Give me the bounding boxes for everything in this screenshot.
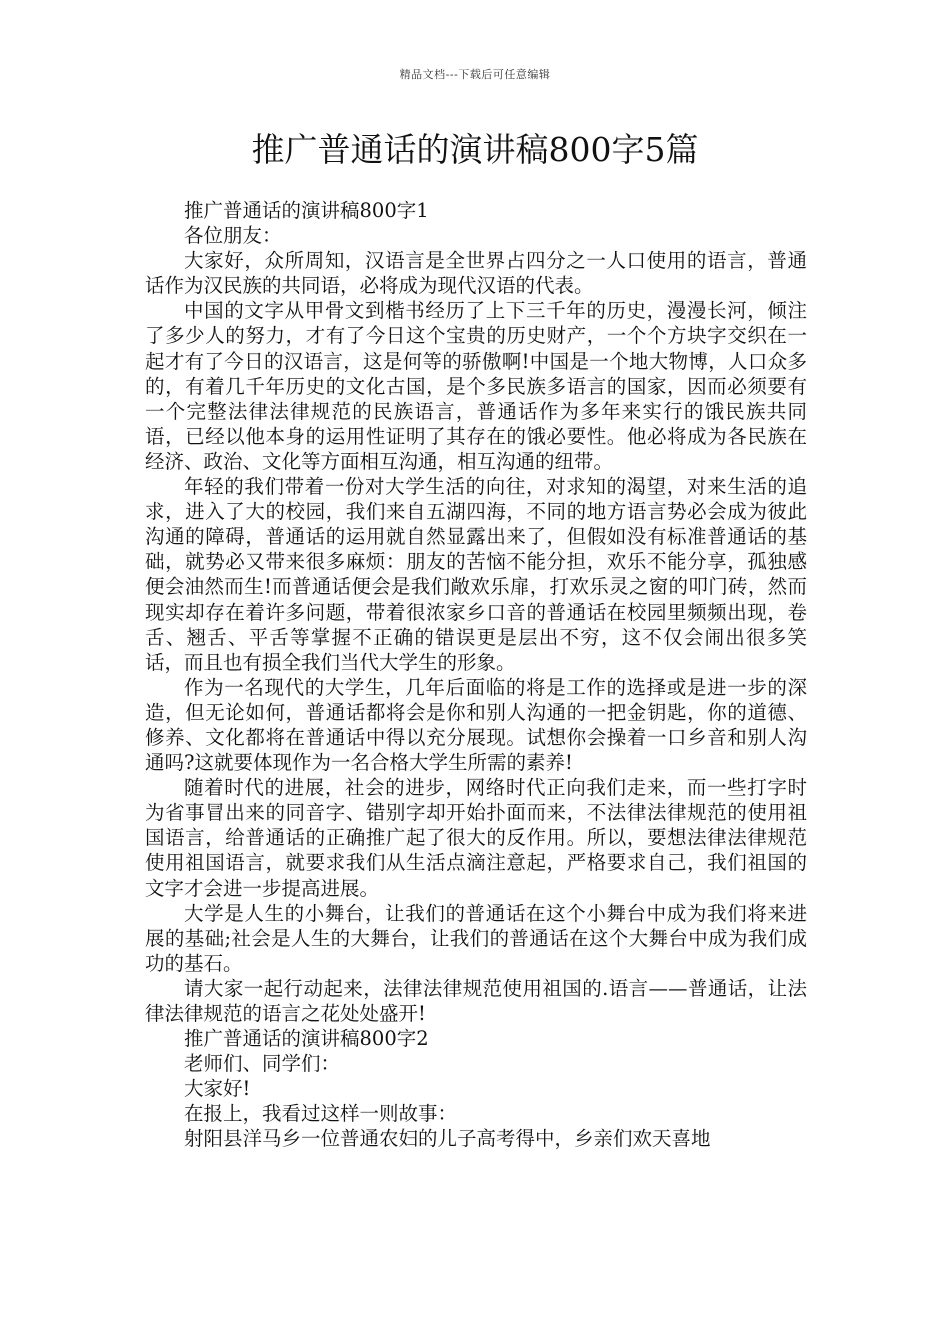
paragraph: 年轻的我们带着一份对大学生活的向往，对求知的渴望，对来生活的追求，进入了大的校园，我们来自五湖四海，不同的地方语言势必会成为彼此沟通的障碍，普通话的运用就自然显露出来了，但假如没有标准普通话的基础，就势必又带来很多麻烦：朋友的苦恼不能分担，欢乐不能分享，孤独感便会油然而生!而普通话便会是我们敞欢乐扉，打欢乐灵之窗的叩门砖，然而现实却存在着许多问题，带着很浓家乡口音的普通话在校园里频频出现，卷舌、翘舌、平舌等掌握不正确的错误更是层出不穷，这不仅会闹出很多笑话，而且也有损全我们当代大学生的形象。	[145, 475, 807, 674]
paragraph: 在报上，我看过这样一则故事：	[184, 1102, 458, 1126]
paragraph: 大学是人生的小舞台，让我们的普通话在这个小舞台中成为我们将来进展的基础;社会是人生的大舞台，让我们的普通话在这个大舞台中成为我们成功的基石。	[145, 901, 807, 975]
paragraph: 作为一名现代的大学生，几年后面临的将是工作的选择或是进一步的深造，但无论如何，普通话都将会是你和别人沟通的一把金钥匙，你的道德、修养、文化都将在普通话中得以充分展现。试想你会操着一口乡音和别人沟通吗?这就要体现作为一名合格大学生所需的素养!	[145, 675, 807, 775]
document-title: 推广普通话的演讲稿800字5篇	[251, 130, 699, 169]
greeting: 大家好!	[184, 1077, 251, 1101]
page-header-note: 精品文档---下载后可任意编辑	[399, 68, 551, 81]
document-body	[145, 198, 807, 1152]
salutation: 老师们、同学们：	[184, 1052, 341, 1076]
paragraph: 请大家一起行动起来，法律法律规范使用祖国的.语言——普通话，让法律法律规范的语言之花处处盛开!	[145, 976, 807, 1025]
section-heading-2: 推广普通话的演讲稿800字2	[184, 1027, 429, 1051]
paragraph: 随着时代的进展，社会的进步，网络时代正向我们走来，而一些打字时为省事冒出来的同音字、错别字却开始扑面而来，不法律法律规范的使用祖国语言，给普通话的正确推广起了很大的反作用。所以，要想法律法律规范使用祖国语言，就要求我们从生活点滴注意起，严格要求自己，我们祖国的文字才会进一步提高进展。	[145, 776, 807, 900]
paragraph: 中国的文字从甲骨文到楷书经历了上下三千年的历史，漫漫长河，倾注了多少人的努力，才有了今日这个宝贵的历史财产，一个个方块字交织在一起才有了今日的汉语言，这是何等的骄傲啊!中国是一个地大物博，人口众多的，有着几千年历史的文化古国，是个多民族多语言的国家，因而必须要有一个完整法律法律规范的民族语言，普通话作为多年来实行的饿民族共同语，已经以他本身的运用性证明了其存在的饿必要性。他必将成为各民族在经济、政治、文化等方面相互沟通，相互沟通的纽带。	[145, 299, 807, 473]
salutation: 各位朋友：	[184, 224, 282, 248]
section-heading-1: 推广普通话的演讲稿800字1	[184, 199, 429, 222]
paragraph: 大家好，众所周知，汉语言是全世界占四分之一人口使用的语言，普通话作为汉民族的共同语，必将成为现代汉语的代表。	[145, 249, 807, 298]
paragraph: 射阳县洋马乡一位普通农妇的儿子高考得中，乡亲们欢天喜地	[184, 1127, 711, 1151]
